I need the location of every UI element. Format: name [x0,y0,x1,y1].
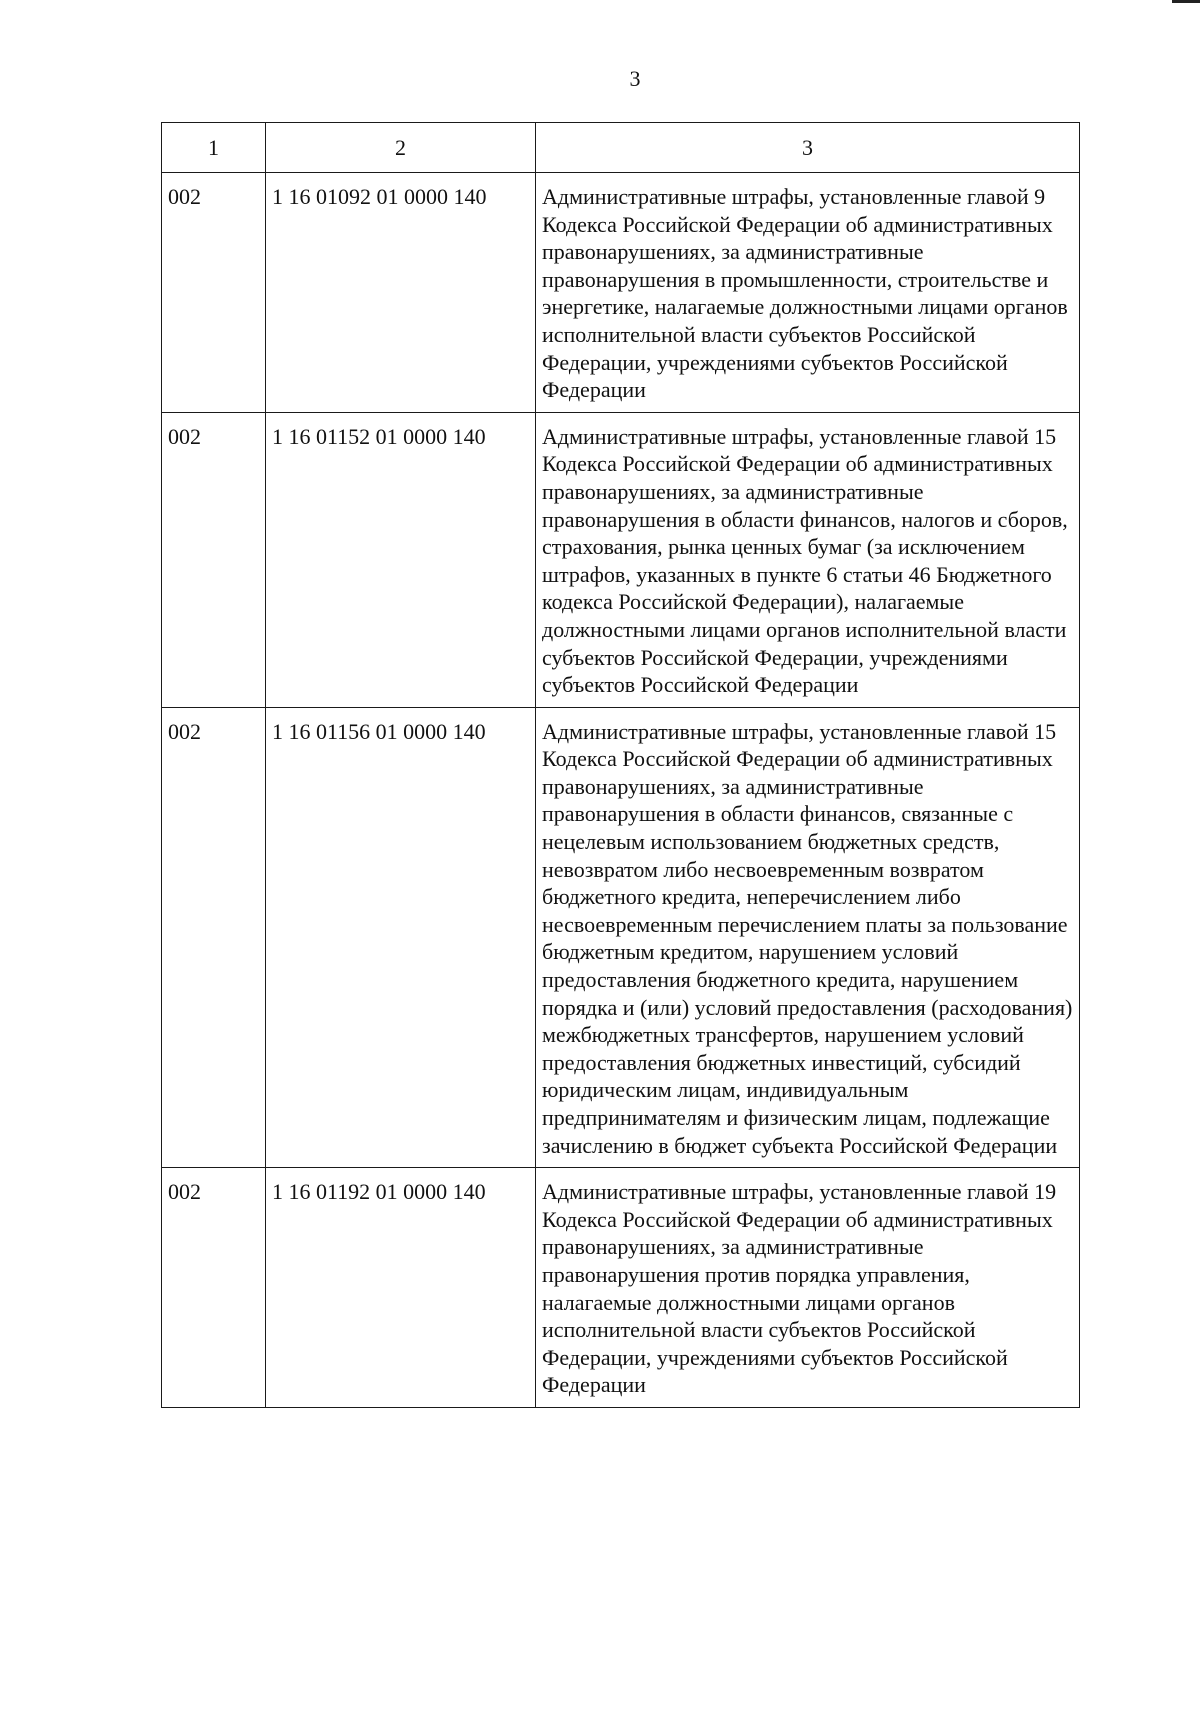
table-row [162,173,1080,413]
kbk-cell: 1 16 01152 01 0000 140 [266,412,536,707]
admin-code-cell: 002 [162,173,266,413]
kbk-cell: 1 16 01192 01 0000 140 [266,1168,536,1408]
table-row [162,1168,1080,1408]
header-row [162,123,1080,173]
table-row [162,707,1080,1168]
table-header [162,123,1080,173]
description-cell: Административные штрафы, установленные главой 15 Кодекса Российской Федерации об административных правонарушениях, за административные правонарушения в области финансов, связанные с нецелевым использованием бюджетных средств, невозвратом либо несвоевременным возвратом бюджетного кредита, неперечислением либо несвоевременным перечислением платы за пользование бюджетным кредитом, нарушением условий предоставления бюджетного кредита, нарушением порядка и (или) условий предоставления (расходования) межбюджетных трансфертов, нарушением условий предоставления бюджетных инвестиций, субсидий юридическим лицам, индивидуальным предпринимателям и физическим лицам, подлежащие зачислению в бюджет субъекта Российской Федерации [536,707,1080,1168]
header-col-2: 2 [266,123,536,173]
header-col-1: 1 [162,123,266,173]
page-number: 3 [629,66,641,91]
kbk-cell: 1 16 01156 01 0000 140 [266,707,536,1168]
table-row [162,412,1080,707]
description-cell: Административные штрафы, установленные главой 9 Кодекса Российской Федерации об административных правонарушениях, за административные правонарушения в промышленности, строительстве и энергетике, налагаемые должностными лицами органов исполнительной власти субъектов Российской Федерации, учреждениями субъектов Российской Федерации [536,173,1080,413]
description-cell: Административные штрафы, установленные главой 15 Кодекса Российской Федерации об административных правонарушениях, за административные правонарушения в области финансов, налогов и сборов, страхования, рынка ценных бумаг (за исключением штрафов, указанных в пункте 6 статьи 46 Бюджетного кодекса Российской Федерации), налагаемые должностными лицами органов исполнительной власти субъектов Российской Федерации, учреждениями субъектов Российской Федерации [536,412,1080,707]
header-col-3: 3 [536,123,1080,173]
table-body [162,173,1080,1408]
description-cell: Административные штрафы, установленные главой 19 Кодекса Российской Федерации об административных правонарушениях, за административные правонарушения против порядка управления, налагаемые должностными лицами органов исполнительной власти субъектов Российской Федерации, учреждениями субъектов Российской Федерации [536,1168,1080,1408]
admin-code-cell: 002 [162,707,266,1168]
kbk-cell: 1 16 01092 01 0000 140 [266,173,536,413]
admin-code-cell: 002 [162,1168,266,1408]
budget-codes-table [161,122,1080,1408]
admin-code-cell: 002 [162,412,266,707]
scan-edge-mark [1172,0,1200,3]
